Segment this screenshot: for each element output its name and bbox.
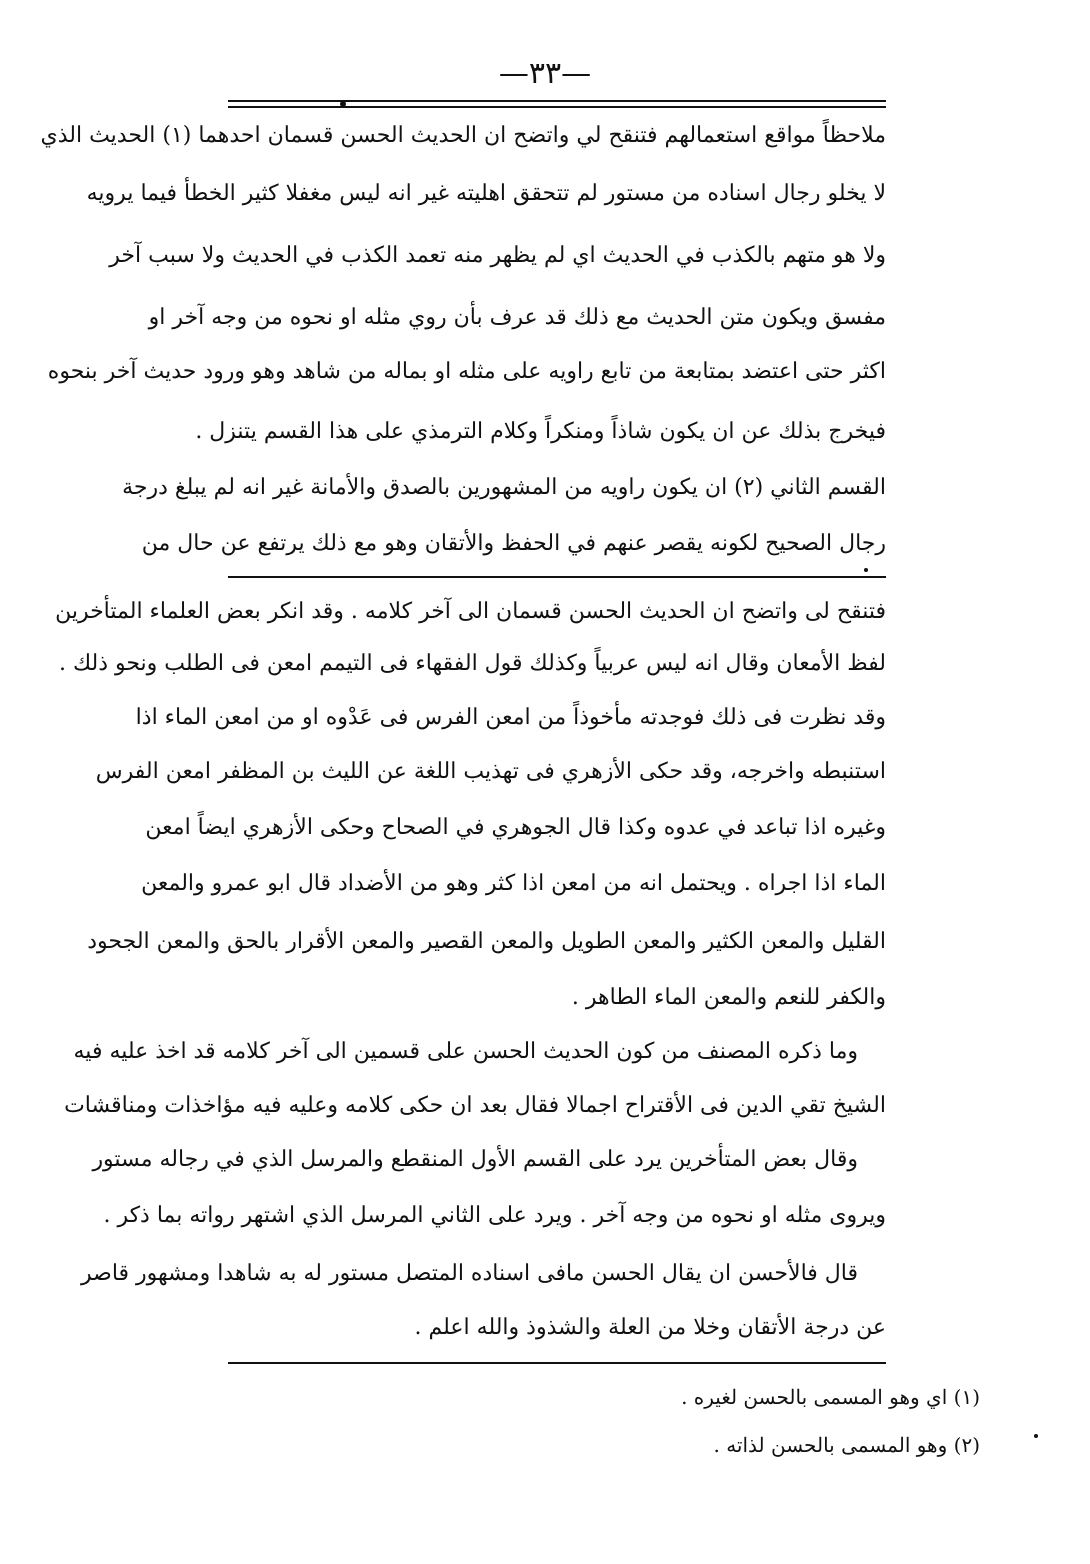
text-line: وقال بعض المتأخرين يرد على القسم الأول المنقطع والمرسل الذي في رجاله مستور [92, 1147, 858, 1172]
text-line: القليل والمعن الكثير والمعن الطويل والمعن القصير والمعن الأقرار بالحق والمعن الجحود [87, 929, 886, 954]
text-line: عن درجة الأتقان وخلا من العلة والشذوذ والله اعلم . [414, 1315, 886, 1340]
text-line: ويروى مثله او نحوه من وجه آخر . ويرد على الثاني المرسل الذي اشتهر رواته بما ذكر . [103, 1203, 886, 1228]
text-line: وغيره اذا تباعد في عدوه وكذا قال الجوهري في الصحاح وحكى الأزهري ايضاً امعن [145, 815, 886, 840]
page-number: —٣٣— [498, 56, 592, 91]
text-line: الماء اذا اجراه . ويحتمل انه من امعن اذا كثر وهو من الأضداد قال ابو عمرو والمعن [141, 871, 886, 896]
text-line: لا يخلو رجال اسناده من مستور لم تتحقق اهليته غير انه ليس مغفلا كثير الخطأ فيما يرويه [86, 181, 886, 206]
text-line: اكثر حتى اعتضد بمتابعة من تابع راويه على مثله او بماله من شاهد وهو ورود حديث آخر بنحوه [47, 359, 886, 384]
text-line: لفظ الأمعان وقال انه ليس عربياً وكذلك قول الفقهاء فى التيمم امعن فى الطلب ونحو ذلك . [58, 651, 886, 676]
text-line: ولا هو متهم بالكذب في الحديث اي لم يظهر منه تعمد الكذب في الحديث ولا سبب آخر [109, 243, 886, 268]
header-rule-ornament [340, 101, 346, 107]
text-line: الشيخ تقي الدين فى الأقتراح اجمالا فقال بعد ان حكى كلامه وعليه فيه مؤاخذات ومناقشات [64, 1093, 886, 1118]
text-line: فيخرج بذلك عن ان يكون شاذاً ومنكراً وكلام الترمذي على هذا القسم يتنزل . [195, 419, 886, 444]
footnote-2: (٢) وهو المسمى بالحسن لذاته . [713, 1433, 980, 1457]
footnote-1: (١) اي وهو المسمى بالحسن لغيره . [681, 1385, 980, 1409]
text-line: القسم الثاني (٢) ان يكون راويه من المشهورين بالصدق والأمانة غير انه لم يبلغ درجة [122, 475, 886, 500]
margin-mark [1034, 1434, 1038, 1438]
text-line: قال فالأحسن ان يقال الحسن مافى اسناده المتصل مستور له به شاهدا ومشهور قاصر [81, 1261, 858, 1286]
text-line: مفسق ويكون متن الحديث مع ذلك قد عرف بأن روي مثله او نحوه من وجه آخر او [148, 305, 886, 330]
text-line: رجال الصحيح لكونه يقصر عنهم في الحفظ والأتقان وهو مع ذلك يرتفع عن حال من [141, 531, 886, 556]
divider-mark [864, 568, 868, 572]
section-divider [228, 576, 886, 578]
text-line: استنبطه واخرجه، وقد حكى الأزهري فى تهذيب اللغة عن الليث بن المظفر امعن الفرس [95, 759, 886, 784]
text-line: وما ذكره المصنف من كون الحديث الحسن على قسمين الى آخر كلامه قد اخذ عليه فيه [73, 1039, 858, 1064]
footnote-divider [228, 1362, 886, 1364]
header-double-rule [228, 100, 886, 108]
text-line: فتنقح لى واتضح ان الحديث الحسن قسمان الى آخر كلامه . وقد انكر بعض العلماء المتأخرين [55, 599, 886, 624]
text-line: وقد نظرت فى ذلك فوجدته مأخوذاً من امعن الفرس فى عَدْوه او من امعن الماء اذا [135, 705, 886, 730]
text-line: ملاحظاً مواقع استعمالهم فتنقح لي واتضح ان الحديث الحسن قسمان احدهما (١) الحديث الذي [40, 123, 886, 148]
text-line: والكفر للنعم والمعن الماء الطاهر . [571, 985, 886, 1010]
